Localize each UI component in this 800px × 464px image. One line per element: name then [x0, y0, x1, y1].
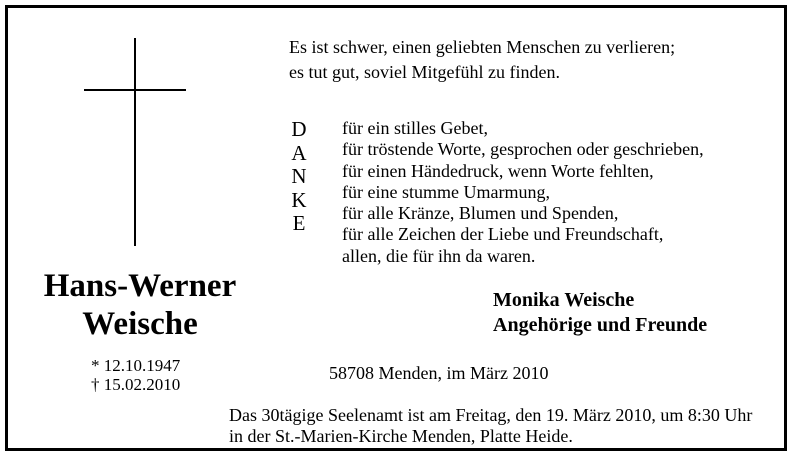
thanks-item: für ein stilles Gebet,	[342, 118, 488, 138]
cross-vertical-bar	[134, 38, 136, 246]
cross-horizontal-bar	[84, 89, 186, 91]
quote-line: es tut gut, soviel Mitgefühl zu finden.	[289, 62, 560, 82]
deceased-first-name: Hans-Werner	[43, 268, 237, 304]
mass-notice-line: Das 30tägige Seelenamt ist am Freitag, den 19. März 2010, um 8:30 Uhr	[229, 405, 753, 425]
mass-notice-line: in der St.-Marien-Kirche Menden, Platte Heide.	[229, 426, 573, 446]
thanks-list	[342, 118, 704, 267]
deceased-last-name: Weische	[82, 306, 198, 342]
deceased-name	[20, 267, 260, 343]
quote-line: Es ist schwer, einen geliebten Menschen zu verlieren;	[289, 37, 676, 57]
birth-date: * 12.10.1947	[91, 356, 181, 375]
danke-letter: K	[291, 187, 307, 212]
signer-name: Monika Weische	[493, 289, 635, 311]
mass-notice	[229, 405, 752, 447]
thanks-item: allen, die für ihn da waren.	[342, 245, 536, 266]
death-date: † 15.02.2010	[91, 375, 181, 394]
quote	[289, 35, 675, 85]
danke-letter: E	[292, 211, 306, 235]
life-dates	[91, 356, 180, 394]
signer	[493, 288, 707, 338]
thanks-item: für tröstende Worte, gesprochen oder geschrieben,	[342, 139, 704, 160]
danke-acrostic	[287, 118, 311, 236]
thanks-item: für einen Händedruck, wenn Worte fehlten,	[342, 160, 654, 181]
place-date: 58708 Menden, im März 2010	[329, 363, 549, 383]
thanks-item: für alle Zeichen der Liebe und Freundschaft,	[342, 224, 664, 245]
danke-letter: N	[291, 164, 307, 188]
thanks-item: für alle Kränze, Blumen und Spenden,	[342, 203, 619, 224]
thanks-item: für eine stumme Umarmung,	[342, 181, 550, 202]
danke-letter: D	[291, 117, 307, 141]
danke-letter: A	[291, 140, 307, 165]
signer-relatives: Angehörige und Freunde	[493, 314, 708, 336]
